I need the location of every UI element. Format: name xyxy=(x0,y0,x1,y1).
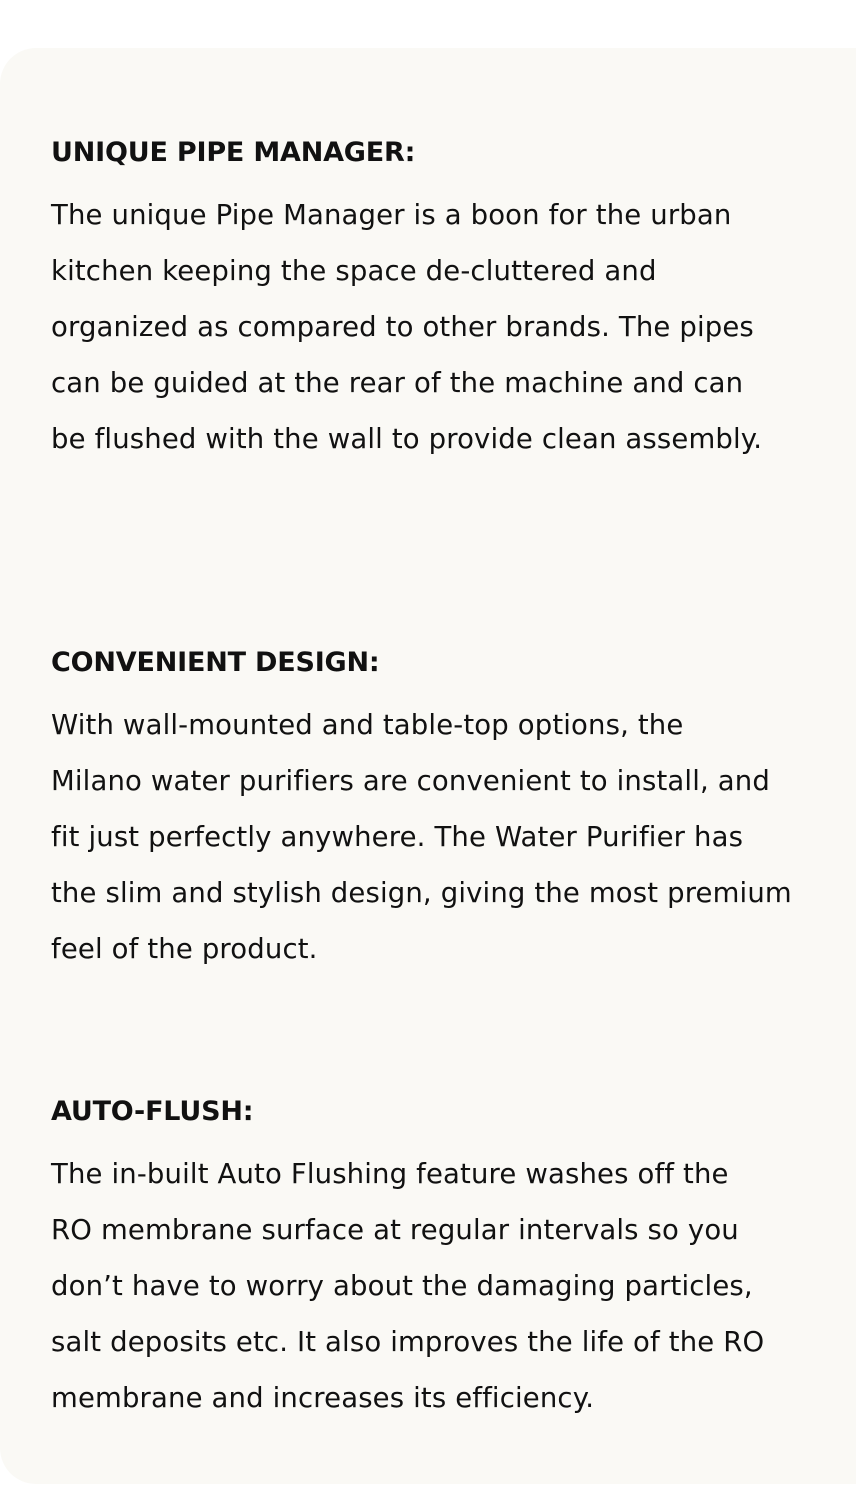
feature-heading: AUTO-FLUSH: xyxy=(51,1096,254,1127)
feature-pipe-manager xyxy=(51,136,843,467)
feature-description: The in-built Auto Flushing feature washes off the RO membrane surface at regular intervals so you don’t have to worry about the damaging particles, salt deposits etc. It also improves the life of the RO membrane and increases its efficiency. xyxy=(51,1158,765,1414)
feature-auto-flush xyxy=(51,1095,843,1426)
feature-description: With wall-mounted and table-top options, the Milano water purifiers are convenient to install, and fit just perfectly anywhere. The Water Purifier has the slim and stylish design, giving the most premium feel of the product. xyxy=(51,709,792,965)
feature-heading: UNIQUE PIPE MANAGER: xyxy=(51,137,416,168)
feature-convenient-design xyxy=(51,646,843,977)
feature-heading: CONVENIENT DESIGN: xyxy=(51,647,380,678)
features-card xyxy=(0,48,856,1484)
feature-description: The unique Pipe Manager is a boon for the urban kitchen keeping the space de-cluttered and organized as compared to other brands. The pipes can be guided at the rear of the machine and can be flushed with the wall to provide clean assembly. xyxy=(51,199,763,455)
